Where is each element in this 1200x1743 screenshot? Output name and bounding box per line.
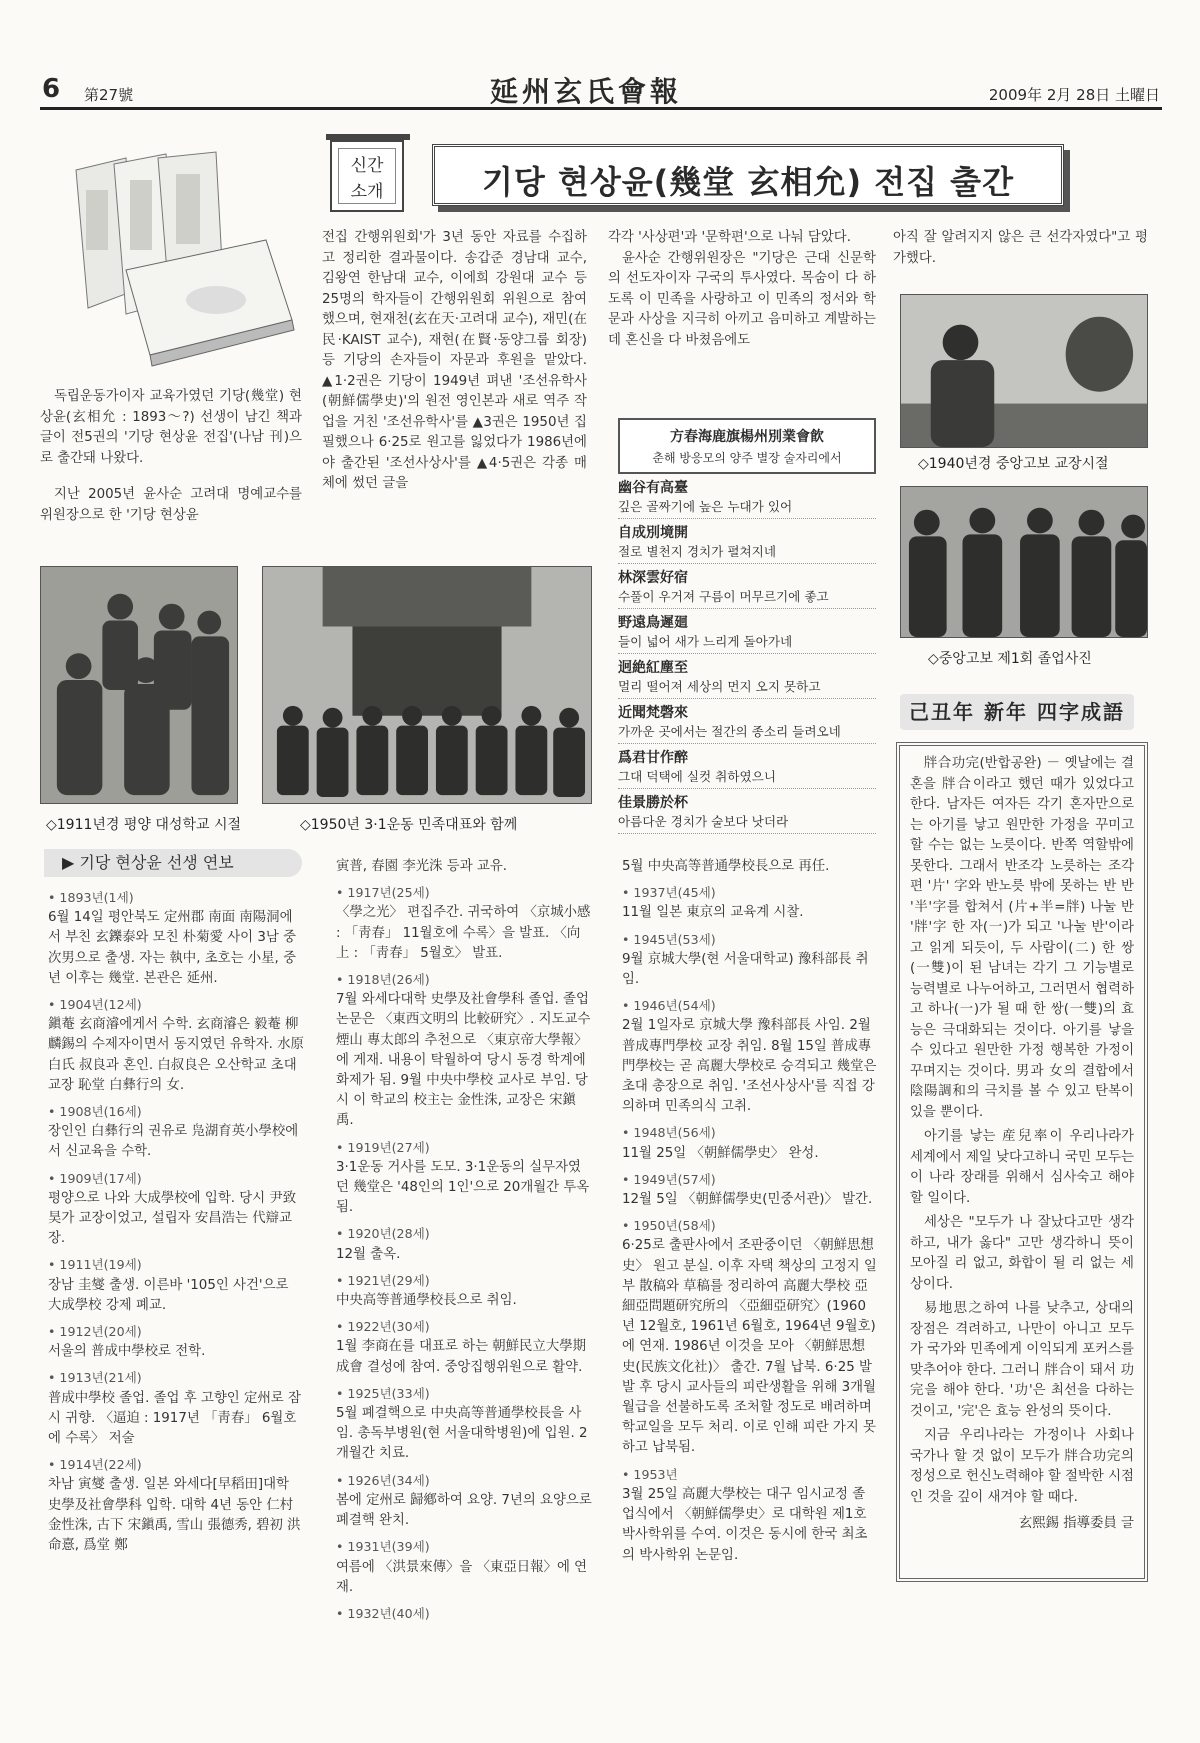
timeline-year: • 1932년(40세): [336, 1605, 430, 1621]
timeline-entry: 6·25로 출판사에서 조판중이던 〈朝鮮思想史〉 원고 분실. 이후 자택 책상의 고정지 일부 散稿와 草稿를 정리하여 高麗大學校 亞細亞問題研究所의 〈亞細亞研究〉(1960년 12월호, 1961년 6월호, 1964년 9월호)에 연재. 1986년 이것을 모아 〈朝鮮思想史(民族文化社)〉 출간. 7월 납북. 6·25 발발 후 당시 교사들의 피란생활을 위해 3개월 월급을 선불하도록 조처할 정도로 배려하며 학교일을 모두 처리. 이로 인해 피란 가지 못하고 납북됨.: [622, 1238, 877, 1456]
timeline-year: • 1926년(34세): [336, 1472, 430, 1488]
timeline-year: • 1925년(33세): [336, 1385, 430, 1401]
idiom-paragraph: 易地思之하여 나를 낮추고, 상대의 장점은 격려하고, 나만이 아니고 모두가 국가와 민족에게 이익되게 포커스를 맞추어야 한다. 그러니 牉合이 돼서 功完을 해야 한다. '功'은 최선을 다하는 것이고, '完'은 효능 완성의 뜻이다.: [910, 1301, 1134, 1419]
timeline-entry: 5월 폐결핵으로 中央高等普通學校長을 사임. 총독부병원(현 서울대학병원)에 입원. 2개월간 치료.: [336, 1406, 588, 1462]
timeline-year: • 1919년(27세): [336, 1139, 430, 1155]
timeline-entry: 12월 5일 〈朝鮮儒學史(민중서관)〉 발간.: [622, 1192, 873, 1208]
article-col3-p1: 각각 '사상편'과 '문학편'으로 나눠 담았다.: [608, 230, 851, 245]
new-book-badge: [330, 140, 404, 212]
idiom-signature: 玄熙錫 指導委員 글: [1018, 1516, 1134, 1531]
timeline-entry: 서울의 普成中學校로 전학.: [48, 1344, 206, 1360]
caption-photo-3: ◇1940년경 중앙고보 교장시절: [918, 456, 1109, 472]
timeline-entry: 3월 25일 高麗大學校는 대구 임시교정 졸업식에서 〈朝鮮儒學史〉로 대학원 제1호 박사학위를 수여. 이것은 동시에 한국 최초의 박사학위 논문임.: [622, 1486, 868, 1563]
badge-line1: 신간: [350, 156, 384, 176]
timeline-year: • 1953년: [622, 1466, 678, 1482]
poem-line-korean: 멀리 떨어져 세상의 먼지 오지 못하고: [618, 678, 876, 699]
caption-photo-4: ◇중앙고보 제1회 졸업사진: [928, 651, 1092, 667]
timeline-entry: 11월 일본 東京의 교육계 시찰.: [622, 905, 804, 921]
timeline-entry: 12월 출옥.: [336, 1246, 401, 1262]
article-column-2: [322, 228, 587, 495]
timeline-year: • 1920년(28세): [336, 1226, 430, 1242]
idiom-paragraph: 아기를 낳는 産兒率이 우리나라가 세계에서 제일 낮다고하니 국민 모두는 이 나라 장래를 위해서 심사숙고 해야 할 일이다.: [910, 1129, 1134, 1206]
poem-line-korean: 그대 덕택에 실컷 취하였으니: [618, 768, 876, 789]
timeline-entry: 5월 中央高等普通學校長으로 再任.: [622, 859, 830, 874]
timeline-entry: 6월 14일 평안북도 定州郡 南面 南陽洞에서 부친 玄鑠泰와 모친 朴菊愛 사이 3남 중 次男으로 출생. 자는 執中, 초호는 小星, 중년 이후는 幾堂. 본관은 延州.: [48, 910, 297, 986]
timeline-column-2: [336, 857, 592, 1624]
article-headline: [432, 144, 1064, 206]
poem-header: [618, 418, 876, 474]
poem-line-hanja: 自成別境開: [618, 525, 688, 541]
timeline-year: • 1949년(57세): [622, 1171, 716, 1187]
poem-line: [618, 524, 876, 564]
poem-line-korean: 깊은 골짜기에 높은 누대가 있어: [618, 498, 876, 519]
timeline-year: • 1904년(12세): [48, 997, 142, 1013]
poem-line-hanja: 佳景勝於杯: [618, 795, 688, 811]
photo-1940-principal: [900, 294, 1148, 448]
caption-photo-1: ◇1911년경 평양 대성학교 시절: [46, 817, 241, 833]
poem-subtitle: 춘해 방응모의 양주 별장 술자리에서: [652, 451, 842, 465]
poem-line-korean: 들이 넓어 새가 느리게 돌아가네: [618, 633, 876, 654]
poem-line: [618, 479, 876, 519]
poem-title: 方春海鹿旗楊州別業會飮: [670, 429, 824, 445]
timeline-entry: 장남 圭燮 출생. 이른바 '105인 사건'으로 大成學校 강제 폐교.: [48, 1277, 289, 1313]
timeline-section-title: ▶ 기당 현상윤 선생 연보: [44, 849, 302, 877]
timeline-entry: 2월 1일자로 京城大學 豫科部長 사임. 2월 普成專門學校 교장 취임. 8월 15일 普成專門學校는 곧 高麗大學校로 승격되고 幾堂은 초대 총장으로 취임. '조선사상사'를 직접 강의하며 민족의식 고취.: [622, 1018, 877, 1115]
caption-photo-2: ◇1950년 3·1운동 민족대표와 함께: [300, 817, 518, 833]
timeline-entry: 여름에 〈洪景來傳〉을 〈東亞日報〉에 연재.: [336, 1559, 588, 1595]
intro-paragraph-2: 지난 2005년 윤사순 고려대 명예교수를 위원장으로 한 '기당 현상윤: [40, 487, 302, 523]
headline-text: 기당 현상윤(幾堂 玄相允) 전집 출간: [481, 163, 1015, 201]
poem-line-hanja: 近聞梵磬來: [618, 705, 688, 721]
article-column-4: [893, 228, 1148, 269]
poem-line-korean: 수풀이 우거져 구름이 머무르기에 좋고: [618, 588, 876, 609]
poem-line-korean: 가까운 곳에서는 절간의 종소리 들려오네: [618, 723, 876, 744]
masthead: 延州玄氏會報: [490, 75, 683, 108]
poem-line-korean: 아름다운 경치가 술보다 낫더라: [618, 813, 876, 834]
poem-line: [618, 704, 876, 744]
article-intro: [40, 387, 302, 526]
timeline-year: • 1917년(25세): [336, 885, 430, 901]
article-col4-text: 아직 잘 알려지지 않은 큰 선각자였다"고 평가했다.: [893, 230, 1148, 266]
timeline-year: • 1909년(17세): [48, 1170, 142, 1186]
timeline-entry: 普成中學校 졸업. 졸업 후 고향인 定州로 잠시 귀향. 〈逼迫 : 1917년 「靑春」 6월호에 수록〉 저술: [48, 1390, 301, 1447]
timeline-year: • 1918년(26세): [336, 972, 430, 988]
photo-1911-daesung-school: [40, 566, 238, 804]
photo-first-graduation: [900, 486, 1148, 638]
timeline-entry: 7월 와세다대학 史學及社會學科 졸업. 졸업논문은 〈東西文明의 比較研究〉. 지도교수 煙山 專太郎의 추천으로 〈東京帝大學報〉에 게재. 내용이 탁월하여 당시 동경 학계에 화제가 됨. 9월 中央中學校 교사로 부임. 당시 이 학교의 校主는 金性洙, 교장은 宋鎭禹.: [336, 992, 591, 1129]
issue-number: 第27號: [84, 86, 134, 104]
idiom-paragraph: 牉合功完(반합공완) － 옛날에는 결혼을 牉合이라고 했던 때가 있었다고 한다. 남자든 여자든 각기 혼자만으로는 아기를 낳고 원만한 가정을 꾸미고 할 수는 없는 노릇이다. 반쪽 역할밖에 못한다. 그래서 반조각 노릇하는 조각 편 '片' 字와 반노릇 밖에 못하는 반 반 '半'字를 합쳐서 (片+半=牉) 나눌 반 '牉'字 한 자(一)가 되고 '나눌 반'이라고 읽게 되듯이, 두 사람이(二) 한 쌍(一雙)이 된 남녀는 각기 그 기능별로 능력별로 나누어하고, 그러면서 협력하고 하나(一)가 될 때 한 쌍(一雙)의 효능은 극대화되는 것이다. 아기를 낳을 수 있다고 원만한 가정 행복한 가정이 꾸며지는 것이다. 男과 女의 결합에서 陰陽調和의 극치를 볼 수 있고 탄복이 있을 뿐이다.: [910, 756, 1134, 1120]
poem-line-hanja: 爲君甘作醉: [618, 750, 688, 766]
poem-line: [618, 569, 876, 609]
timeline-entry: 3·1운동 거사를 도모. 3·1운동의 실무자였던 幾堂은 '48인의 1인'으로 20개월간 투옥됨.: [336, 1159, 590, 1216]
article-col3-p2: 윤사순 간행위원장은 "기당은 근대 신문학의 선도자이자 구국의 투사였다. 목숨이 다 하도록 이 민족을 사랑하고 이 민족의 정서와 학문과 사상을 지극히 아끼고 음미하고 계발하는 데 혼신을 다 바쳤음에도: [608, 250, 876, 348]
timeline-year: • 1950년(58세): [622, 1218, 716, 1234]
timeline-year: • 1945년(53세): [622, 931, 716, 947]
timeline-year: • 1921년(29세): [336, 1272, 430, 1288]
idiom-title: 己丑年 新年 四字成語: [900, 694, 1134, 730]
timeline-entry: 봄에 定州로 歸鄕하여 요양. 7년의 요양으로 폐결핵 완치.: [336, 1492, 592, 1529]
timeline-entry: 평양으로 나와 大成學校에 입학. 당시 尹致昊가 교장이었고, 설립자 安昌浩는 代辯교장.: [48, 1190, 297, 1247]
article-column-3: [608, 228, 876, 351]
intro-paragraph-1: 독립운동가이자 교육가였던 기당(幾堂) 현상윤(玄相允 : 1893～?) 선생이 남긴 책과 글이 전5권의 '기당 현상윤 전집'(나남 刊)으로 출간돼 나왔다.: [40, 389, 302, 466]
poem-line: [618, 614, 876, 654]
poem-line: [618, 749, 876, 789]
timeline-year: • 1908년(16세): [48, 1104, 142, 1120]
timeline-entry: 장인인 白彝行의 권유로 凫湖育英小學校에서 신교육을 수학.: [48, 1124, 299, 1160]
article-col2-text: 전집 간행위원회'가 3년 동안 자료를 수집하고 정리한 결과물이다. 송갑준 경남대 교수, 김왕연 한남대 교수, 이에희 강원대 교수 등 25명의 학자들이 간행위원회 위원으로 참여했으며, 현재천(玄在天·고려대 교수), 재민(在民·KAIST 교수), 재현(在賢·동양그룹 회장) 등 기당의 손자들이 자문과 후원을 맡았다. ▲1·2권은 기당이 1949년 펴낸 '조선유학사(朝鮮儒學史)'의 원전 영인본과 새로 역주 작업을 거친 '조선유학사'를 ▲3권은 1950년 집필했으나 6·25로 원고를 잃었다가 1986년에야 출간된 '조선사상사'를 ▲4·5권은 각종 매체에 썼던 글을: [322, 230, 587, 491]
timeline-entry: 1월 李商在를 대표로 하는 朝鮮民立大學期成會 결성에 참여. 중앙집행위원으로 활약.: [336, 1339, 586, 1375]
timeline-entry: 11월 25일 〈朝鮮儒學史〉 완성.: [622, 1145, 819, 1161]
timeline-column-1: [48, 888, 304, 1556]
timeline-year: • 1914년(22세): [48, 1457, 142, 1473]
book-set-image: [66, 150, 298, 375]
poem-line-hanja: 林深雲好宿: [618, 570, 688, 586]
idiom-paragraph: 지금 우리나라는 가정이나 사회나 국가나 할 것 없이 모두가 牉合功完의 정성으로 헌신노력해야 할 절박한 시점인 것을 깊이 새겨야 할 때다.: [910, 1428, 1134, 1505]
timeline-year: • 1913년(21세): [48, 1370, 142, 1386]
timeline-entry: 9월 京城大學(현 서울대학교) 豫科部長 취임.: [622, 951, 869, 988]
timeline-year: • 1937년(45세): [622, 885, 716, 901]
timeline-year: • 1948년(56세): [622, 1125, 716, 1141]
poem-line-hanja: 野遠鳥遲廻: [618, 615, 688, 631]
timeline-year: • 1893년(1세): [48, 890, 134, 905]
timeline-year: • 1922년(30세): [336, 1319, 430, 1335]
poem-line-hanja: 幽谷有高臺: [618, 480, 688, 496]
page-number: 6: [42, 74, 61, 104]
poem-box: [618, 418, 876, 828]
poem-line: [618, 659, 876, 699]
timeline-entry: 寅普, 春園 李光洙 등과 교유.: [336, 859, 508, 874]
page-header: [40, 70, 1162, 110]
photo-1950-national-representatives: [262, 566, 592, 804]
timeline-year: • 1946년(54세): [622, 998, 716, 1014]
badge-line2: 소개: [350, 182, 384, 202]
timeline-entry: 〈學之光〉 편집주간. 귀국하여 〈京城小感 : 「靑春」 11월호에 수록〉을 발표. 〈向上 : 「靑春」 5월호〉 발표.: [336, 905, 591, 961]
timeline-column-3: [622, 857, 878, 1566]
poem-line-hanja: 迥絶紅塵至: [618, 660, 688, 676]
timeline-entry: 鎭菴 玄商濬에게서 수학. 玄商濬은 毅菴 柳麟錫의 수제자이면서 동지였던 유학자. 水原 白氏 叔良과 혼인. 白叔良은 오산학교 초대 교장 恥堂 白彝行의 女.: [48, 1017, 304, 1093]
idiom-paragraph: 세상은 "모두가 나 잘났다고만 생각하고, 내가 옳다" 고만 생각하니 뜻이 모아질 리 없고, 화합이 될 리 없는 세상이다.: [910, 1215, 1134, 1292]
timeline-year: • 1912년(20세): [48, 1324, 142, 1340]
timeline-year: • 1931년(39세): [336, 1539, 430, 1555]
poem-line: [618, 794, 876, 834]
publication-date: 2009年 2月 28日 土曜日: [988, 86, 1160, 104]
timeline-entry: 차남 寅燮 출생. 일본 와세다[早稻田]대학 史學及社會學科 입학. 대학 4년 동안 仁村 金性洙, 古下 宋鎭禹, 雪山 張德秀, 碧初 洪命憙, 爲堂 鄭: [48, 1477, 301, 1554]
idiom-box: [896, 742, 1148, 1582]
poem-line-korean: 절로 별천지 경치가 펼쳐지네: [618, 543, 876, 564]
timeline-year: • 1911년(19세): [48, 1257, 142, 1273]
timeline-entry: 中央高等普通學校長으로 취임.: [336, 1293, 517, 1309]
